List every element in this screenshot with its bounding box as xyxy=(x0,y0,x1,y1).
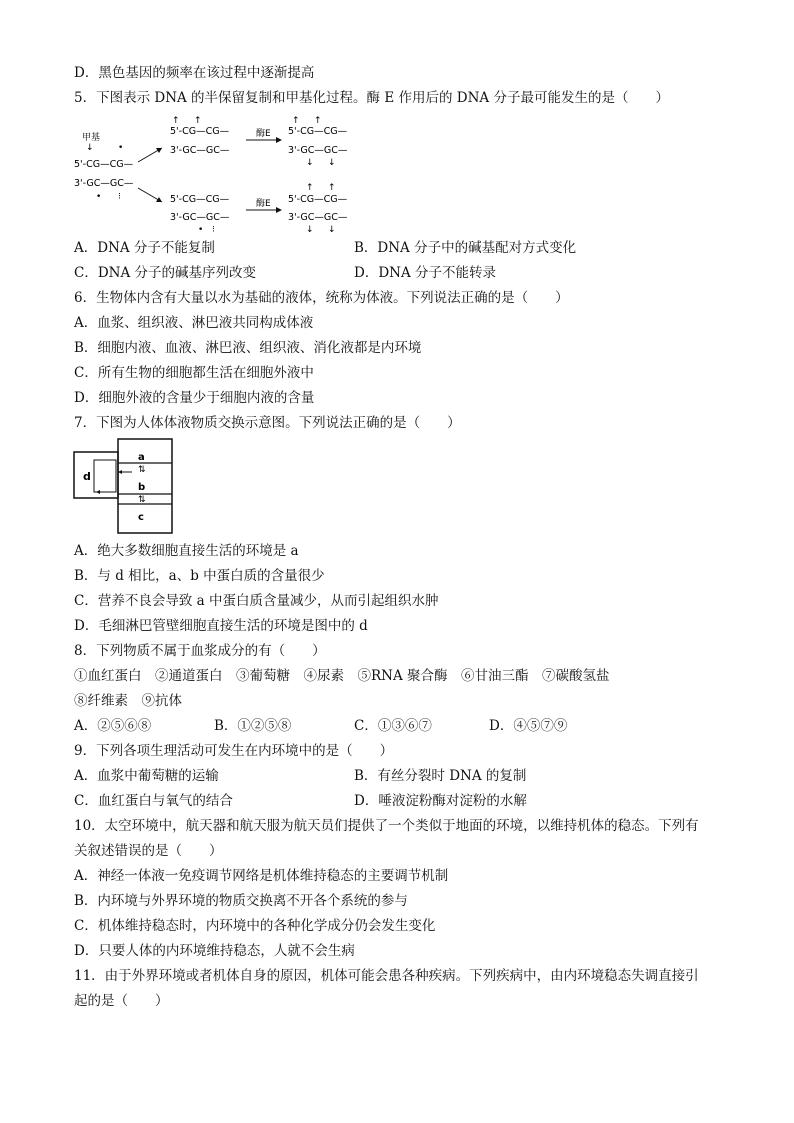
svg-text:↓: ↓ xyxy=(86,143,94,153)
q10-option-b: B．内环境与外界环境的物质交换离不开各个系统的参与 xyxy=(74,893,408,909)
question-8-stem: 8．下列物质不属于血浆成分的有（ ） xyxy=(74,643,326,659)
question-11-stem: 11．由于外界环境或者机体自身的原因，机体可能会患各种疾病。下列疾病中，由内环境稳态失调直接引 xyxy=(74,968,699,984)
q9-option-c: C．血红蛋白与氧气的结合 xyxy=(74,793,233,809)
prev-option-d: D．黑色基因的频率在该过程中逐渐提高 xyxy=(74,65,315,81)
q10-option-c: C．机体维持稳态时，内环境中的各种化学成分仍会发生变化 xyxy=(74,918,436,934)
svg-text:↑: ↑ xyxy=(328,183,336,193)
q5-option-a: A．DNA 分子不能复制 xyxy=(74,240,215,256)
q7-option-a: A．绝大多数细胞直接生活的环境是 a xyxy=(74,543,299,559)
daughter-lower-bottom: 3'-GC—GC— xyxy=(170,212,230,223)
svg-text:↓: ↓ xyxy=(306,225,314,234)
q5-option-c: C．DNA 分子的碱基序列改变 xyxy=(74,265,257,281)
svg-text:↑: ↑ xyxy=(306,183,314,193)
parent-strand-bottom: 3'-GC—GC— xyxy=(74,178,134,189)
svg-text:⇅: ⇅ xyxy=(138,465,146,475)
label-d: d xyxy=(83,470,91,483)
q5-option-b: B．DNA 分子中的碱基配对方式变化 xyxy=(354,240,577,256)
q9-option-b: B．有丝分裂时 DNA 的复制 xyxy=(354,768,527,784)
q8-option-c: C．①③⑥⑦ xyxy=(354,718,432,734)
q8-option-a: A．②⑤⑥⑧ xyxy=(74,718,152,734)
q7-option-c: C．营养不良会导致 a 中蛋白质含量减少，从而引起组织水肿 xyxy=(74,593,439,609)
question-10-stem: 10．太空环境中，航天器和航天服为航天员们提供了一个类似于地面的环境，以维持机体的稳态。下列有 xyxy=(74,818,699,834)
enzyme-label-lower: 酶E xyxy=(256,199,271,209)
enzyme-label-upper: 酶E xyxy=(256,129,271,139)
question-5-stem: 5．下图表示 DNA 的半保留复制和甲基化过程。酶 E 作用后的 DNA 分子最可能发生的是（ ） xyxy=(74,90,669,106)
methylated-upper-top: 5'-CG—CG— xyxy=(288,126,348,137)
question-7-stem: 7．下图为人体体液物质交换示意图。下列说法正确的是（ ） xyxy=(74,415,461,431)
q5-option-d: D．DNA 分子不能转录 xyxy=(354,265,497,281)
methylated-lower-top: 5'-CG—CG— xyxy=(288,194,348,205)
label-b: b xyxy=(138,482,146,493)
question-9-stem: 9．下列各项生理活动可发生在内环境中的是（ ） xyxy=(74,743,394,759)
q10-option-a: A．神经一体液一免疫调节网络是机体维持稳态的主要调节机制 xyxy=(74,868,449,884)
methylated-lower-bottom: 3'-GC—GC— xyxy=(288,212,348,223)
q8-items-line-1: ①血红蛋白 ②通道蛋白 ③葡萄糖 ④尿素 ⑤RNA 聚合酶 ⑥甘油三酯 ⑦碳酸氢盐 xyxy=(74,668,610,684)
question-10-stem-cont: 关叙述错误的是（ ） xyxy=(74,843,223,859)
daughter-upper-top: 5'-CG—CG— xyxy=(170,126,230,137)
q8-option-b: B．①②⑤⑧ xyxy=(214,718,292,734)
q7-option-d: D．毛细淋巴管壁细胞直接生活的环境是图中的 d xyxy=(74,618,368,634)
q6-option-a: A．血浆、组织液、淋巴液共同构成体液 xyxy=(74,315,314,331)
q8-items-line-2: ⑧纤维素 ⑨抗体 xyxy=(74,693,182,709)
svg-text:↑: ↑ xyxy=(194,116,202,126)
body-fluid-exchange-figure xyxy=(72,438,178,534)
label-c: c xyxy=(138,512,144,523)
q7-option-b: B．与 d 相比，a、b 中蛋白质的含量很少 xyxy=(74,568,325,584)
svg-text:⁝: ⁝ xyxy=(212,225,215,234)
svg-text:•: • xyxy=(198,225,204,234)
svg-text:↓: ↓ xyxy=(328,225,336,234)
svg-text:⁝: ⁝ xyxy=(118,192,121,202)
svg-text:↓: ↓ xyxy=(328,158,336,168)
q6-option-d: D．细胞外液的含量少于细胞内液的含量 xyxy=(74,390,315,406)
q9-option-d: D．唾液淀粉酶对淀粉的水解 xyxy=(354,793,527,809)
svg-text:•: • xyxy=(118,143,124,153)
svg-text:↑: ↑ xyxy=(172,116,180,126)
svg-text:•: • xyxy=(96,192,102,202)
svg-text:⇅: ⇅ xyxy=(138,495,146,505)
q6-option-b: B．细胞内液、血液、淋巴液、组织液、消化液都是内环境 xyxy=(74,340,422,356)
q8-option-d: D．④⑤⑦⑨ xyxy=(489,718,568,734)
q9-option-a: A．血浆中葡萄糖的运输 xyxy=(74,768,219,784)
methyl-label: 甲基 xyxy=(82,133,101,143)
methylated-upper-bottom: 3'-GC—GC— xyxy=(288,145,348,156)
question-11-stem-cont: 起的是（ ） xyxy=(74,993,169,1009)
daughter-upper-bottom: 3'-GC—GC— xyxy=(170,145,230,156)
question-6-stem: 6．生物体内含有大量以水为基础的液体，统称为体液。下列说法正确的是（ ） xyxy=(74,290,569,306)
svg-text:↑: ↑ xyxy=(314,116,322,126)
q10-option-d: D．只要人体的内环境维持稳态，人就不会生病 xyxy=(74,943,355,959)
dna-methylation-figure xyxy=(70,112,360,234)
svg-text:↓: ↓ xyxy=(306,158,314,168)
svg-text:↑: ↑ xyxy=(292,116,300,126)
q6-option-c: C．所有生物的细胞都生活在细胞外液中 xyxy=(74,365,314,381)
daughter-lower-top: 5'-CG—CG— xyxy=(170,194,230,205)
label-a: a xyxy=(138,452,145,463)
parent-strand-top: 5'-CG—CG— xyxy=(74,159,134,170)
